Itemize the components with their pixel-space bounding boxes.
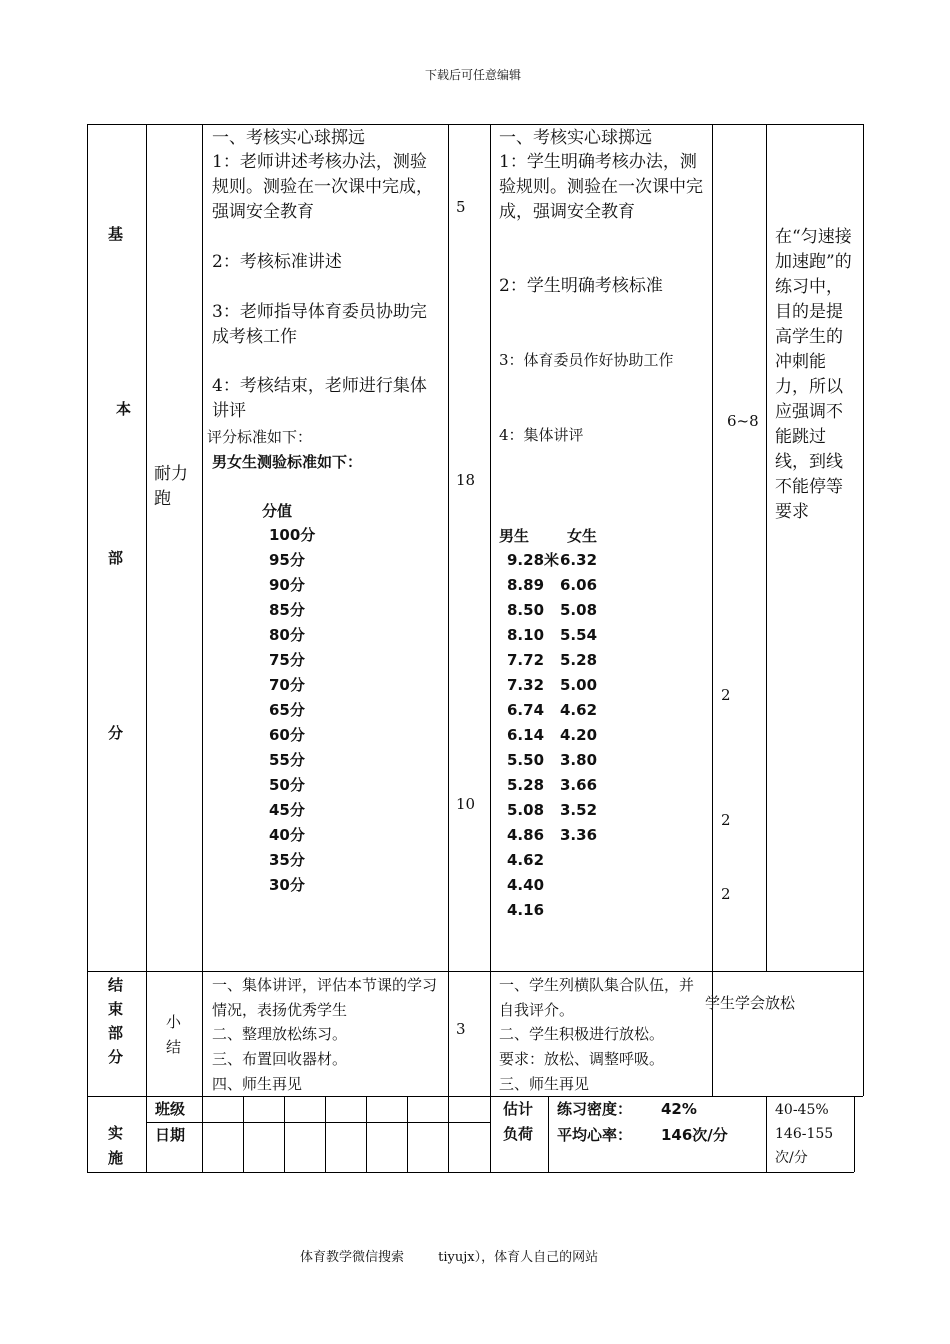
female-value: 5.28 — [560, 651, 598, 669]
student-step: 3：体育委员作好协助工作 — [499, 351, 674, 369]
ending-student-line: 二、学生积极进行放松。 — [499, 1025, 665, 1043]
ending-note: 学生学会放松 — [705, 994, 796, 1012]
female-value: 5.54 — [560, 626, 598, 644]
part-label-char: 基 — [108, 225, 124, 243]
female-value: 4.20 — [560, 726, 598, 744]
page-footer — [300, 1246, 598, 1265]
impl-label — [108, 1121, 123, 1171]
male-value: 8.10 — [507, 626, 545, 644]
male-value: 5.28 — [507, 776, 545, 794]
score-item: 55分 — [269, 751, 305, 769]
ending-label-char: 束 — [108, 1000, 124, 1018]
density-label: 练习密度： — [557, 1100, 633, 1118]
density-value: 42% — [661, 1100, 697, 1118]
activity-item: 耐力跑 — [154, 464, 188, 509]
ending-student-line: 三、师生再见 — [499, 1075, 590, 1093]
count-value: 2 — [721, 686, 731, 704]
ending-time: 3 — [456, 1020, 466, 1038]
col-male: 男生 — [499, 527, 530, 545]
student-step: 2：学生明确考核标准 — [499, 276, 663, 296]
male-value: 8.89 — [507, 576, 545, 594]
male-results — [507, 548, 559, 923]
ending-teacher-line: 二、整理放松练习。 — [212, 1025, 348, 1043]
student-title: 一、考核实心球掷远 — [499, 128, 652, 148]
hr-label: 平均心率： — [557, 1126, 633, 1144]
student-step: 1：学生明确考核办法，测验规则。测验在一次课中完成，强调安全教育 — [499, 152, 703, 222]
ending-label-char: 部 — [108, 1024, 124, 1042]
main-note: 在“匀速接加速跑”的练习中，目的是提高学生的冲刺能力，所以应强调不能跳过线，到线不能停等要求 — [775, 227, 852, 522]
ending-student-line: 要求：放松、调整呼吸。 — [499, 1050, 665, 1068]
class-label: 班级 — [155, 1100, 186, 1118]
count-value: 2 — [721, 811, 731, 829]
score-header: 分值 — [262, 502, 293, 520]
male-value: 7.32 — [507, 676, 545, 694]
count-value: 6~8 — [727, 412, 759, 430]
female-value: 3.52 — [560, 801, 598, 819]
student-step: 4：集体讲评 — [499, 426, 584, 444]
score-item: 50分 — [269, 776, 305, 794]
male-value: 9.28米 — [507, 551, 560, 569]
teacher-title: 一、考核实心球掷远 — [212, 128, 365, 148]
female-value: 6.32 — [560, 551, 598, 569]
score-item: 95分 — [269, 551, 305, 569]
male-value: 4.62 — [507, 851, 545, 869]
score-item: 40分 — [269, 826, 305, 844]
score-item: 80分 — [269, 626, 305, 644]
ending-teacher-line: 四、师生再见 — [212, 1075, 303, 1093]
ending-teacher-line: 三、布置回收器材。 — [212, 1050, 348, 1068]
female-value: 6.06 — [560, 576, 598, 594]
hr-value: 146次/分 — [661, 1126, 728, 1144]
load-label-line: 估计 — [503, 1100, 534, 1118]
standard-note: 评分标准如下： — [207, 428, 313, 446]
footer-right: tiyujx），体育人自己的网站 — [438, 1250, 599, 1265]
female-value: 3.36 — [560, 826, 598, 844]
female-value: 3.80 — [560, 751, 598, 769]
female-results — [560, 548, 597, 848]
male-value: 4.86 — [507, 826, 545, 844]
time-value: 18 — [456, 471, 476, 489]
impl-label-char: 施 — [108, 1149, 124, 1167]
range-line: 次/分 — [775, 1150, 808, 1166]
male-value: 4.40 — [507, 876, 545, 894]
male-value: 8.50 — [507, 601, 545, 619]
part-label-char: 本 — [116, 400, 132, 418]
score-item: 45分 — [269, 801, 305, 819]
ending-label-char: 分 — [108, 1048, 124, 1066]
score-item: 35分 — [269, 851, 305, 869]
score-item: 85分 — [269, 601, 305, 619]
standard-title: 男女生测验标准如下： — [212, 453, 363, 471]
time-value: 10 — [456, 795, 476, 813]
count-value: 2 — [721, 885, 731, 903]
part-label-char: 部 — [108, 549, 124, 567]
female-value: 4.62 — [560, 701, 598, 719]
ending-item: 小结 — [166, 1013, 182, 1056]
male-value: 7.72 — [507, 651, 545, 669]
date-label: 日期 — [155, 1126, 186, 1144]
part-label-char: 分 — [108, 724, 124, 742]
male-value: 5.50 — [507, 751, 545, 769]
score-item: 100分 — [269, 526, 316, 544]
footer-left: 体育教学微信搜索 — [300, 1250, 405, 1265]
impl-label-char: 实 — [108, 1124, 124, 1142]
score-list — [269, 523, 315, 898]
teacher-step: 4：考核结束，老师进行集体讲评 — [212, 376, 427, 421]
teacher-step: 1：老师讲述考核办法，测验规则。测验在一次课中完成，强调安全教育 — [212, 152, 433, 222]
male-value: 6.14 — [507, 726, 545, 744]
load-label-line: 负荷 — [503, 1125, 534, 1143]
load-label — [503, 1097, 533, 1147]
score-item: 90分 — [269, 576, 305, 594]
impl-range — [775, 1098, 833, 1170]
time-value: 5 — [456, 198, 466, 216]
male-value: 4.16 — [507, 901, 545, 919]
female-value: 5.00 — [560, 676, 598, 694]
female-value: 3.66 — [560, 776, 598, 794]
ending-student-line: 一、学生列横队集合队伍，并自我评介。 — [499, 976, 695, 1019]
range-line: 146-155 — [775, 1126, 834, 1142]
score-item: 65分 — [269, 701, 305, 719]
col-female: 女生 — [567, 527, 598, 545]
ending-label-char: 结 — [108, 976, 124, 994]
teacher-step: 3：老师指导体育委员协助完成考核工作 — [212, 302, 427, 347]
male-value: 6.74 — [507, 701, 545, 719]
teacher-step: 2：考核标准讲述 — [212, 252, 342, 272]
score-item: 70分 — [269, 676, 305, 694]
score-item: 75分 — [269, 651, 305, 669]
ending-teacher-line: 一、集体讲评，评估本节课的学习情况，表扬优秀学生 — [212, 976, 438, 1019]
page-header: 下载后可任意编辑 — [425, 68, 522, 82]
score-item: 60分 — [269, 726, 305, 744]
female-value: 5.08 — [560, 601, 598, 619]
score-item: 30分 — [269, 876, 305, 894]
range-line: 40-45% — [775, 1102, 829, 1118]
ending-label — [108, 973, 123, 1069]
male-value: 5.08 — [507, 801, 545, 819]
